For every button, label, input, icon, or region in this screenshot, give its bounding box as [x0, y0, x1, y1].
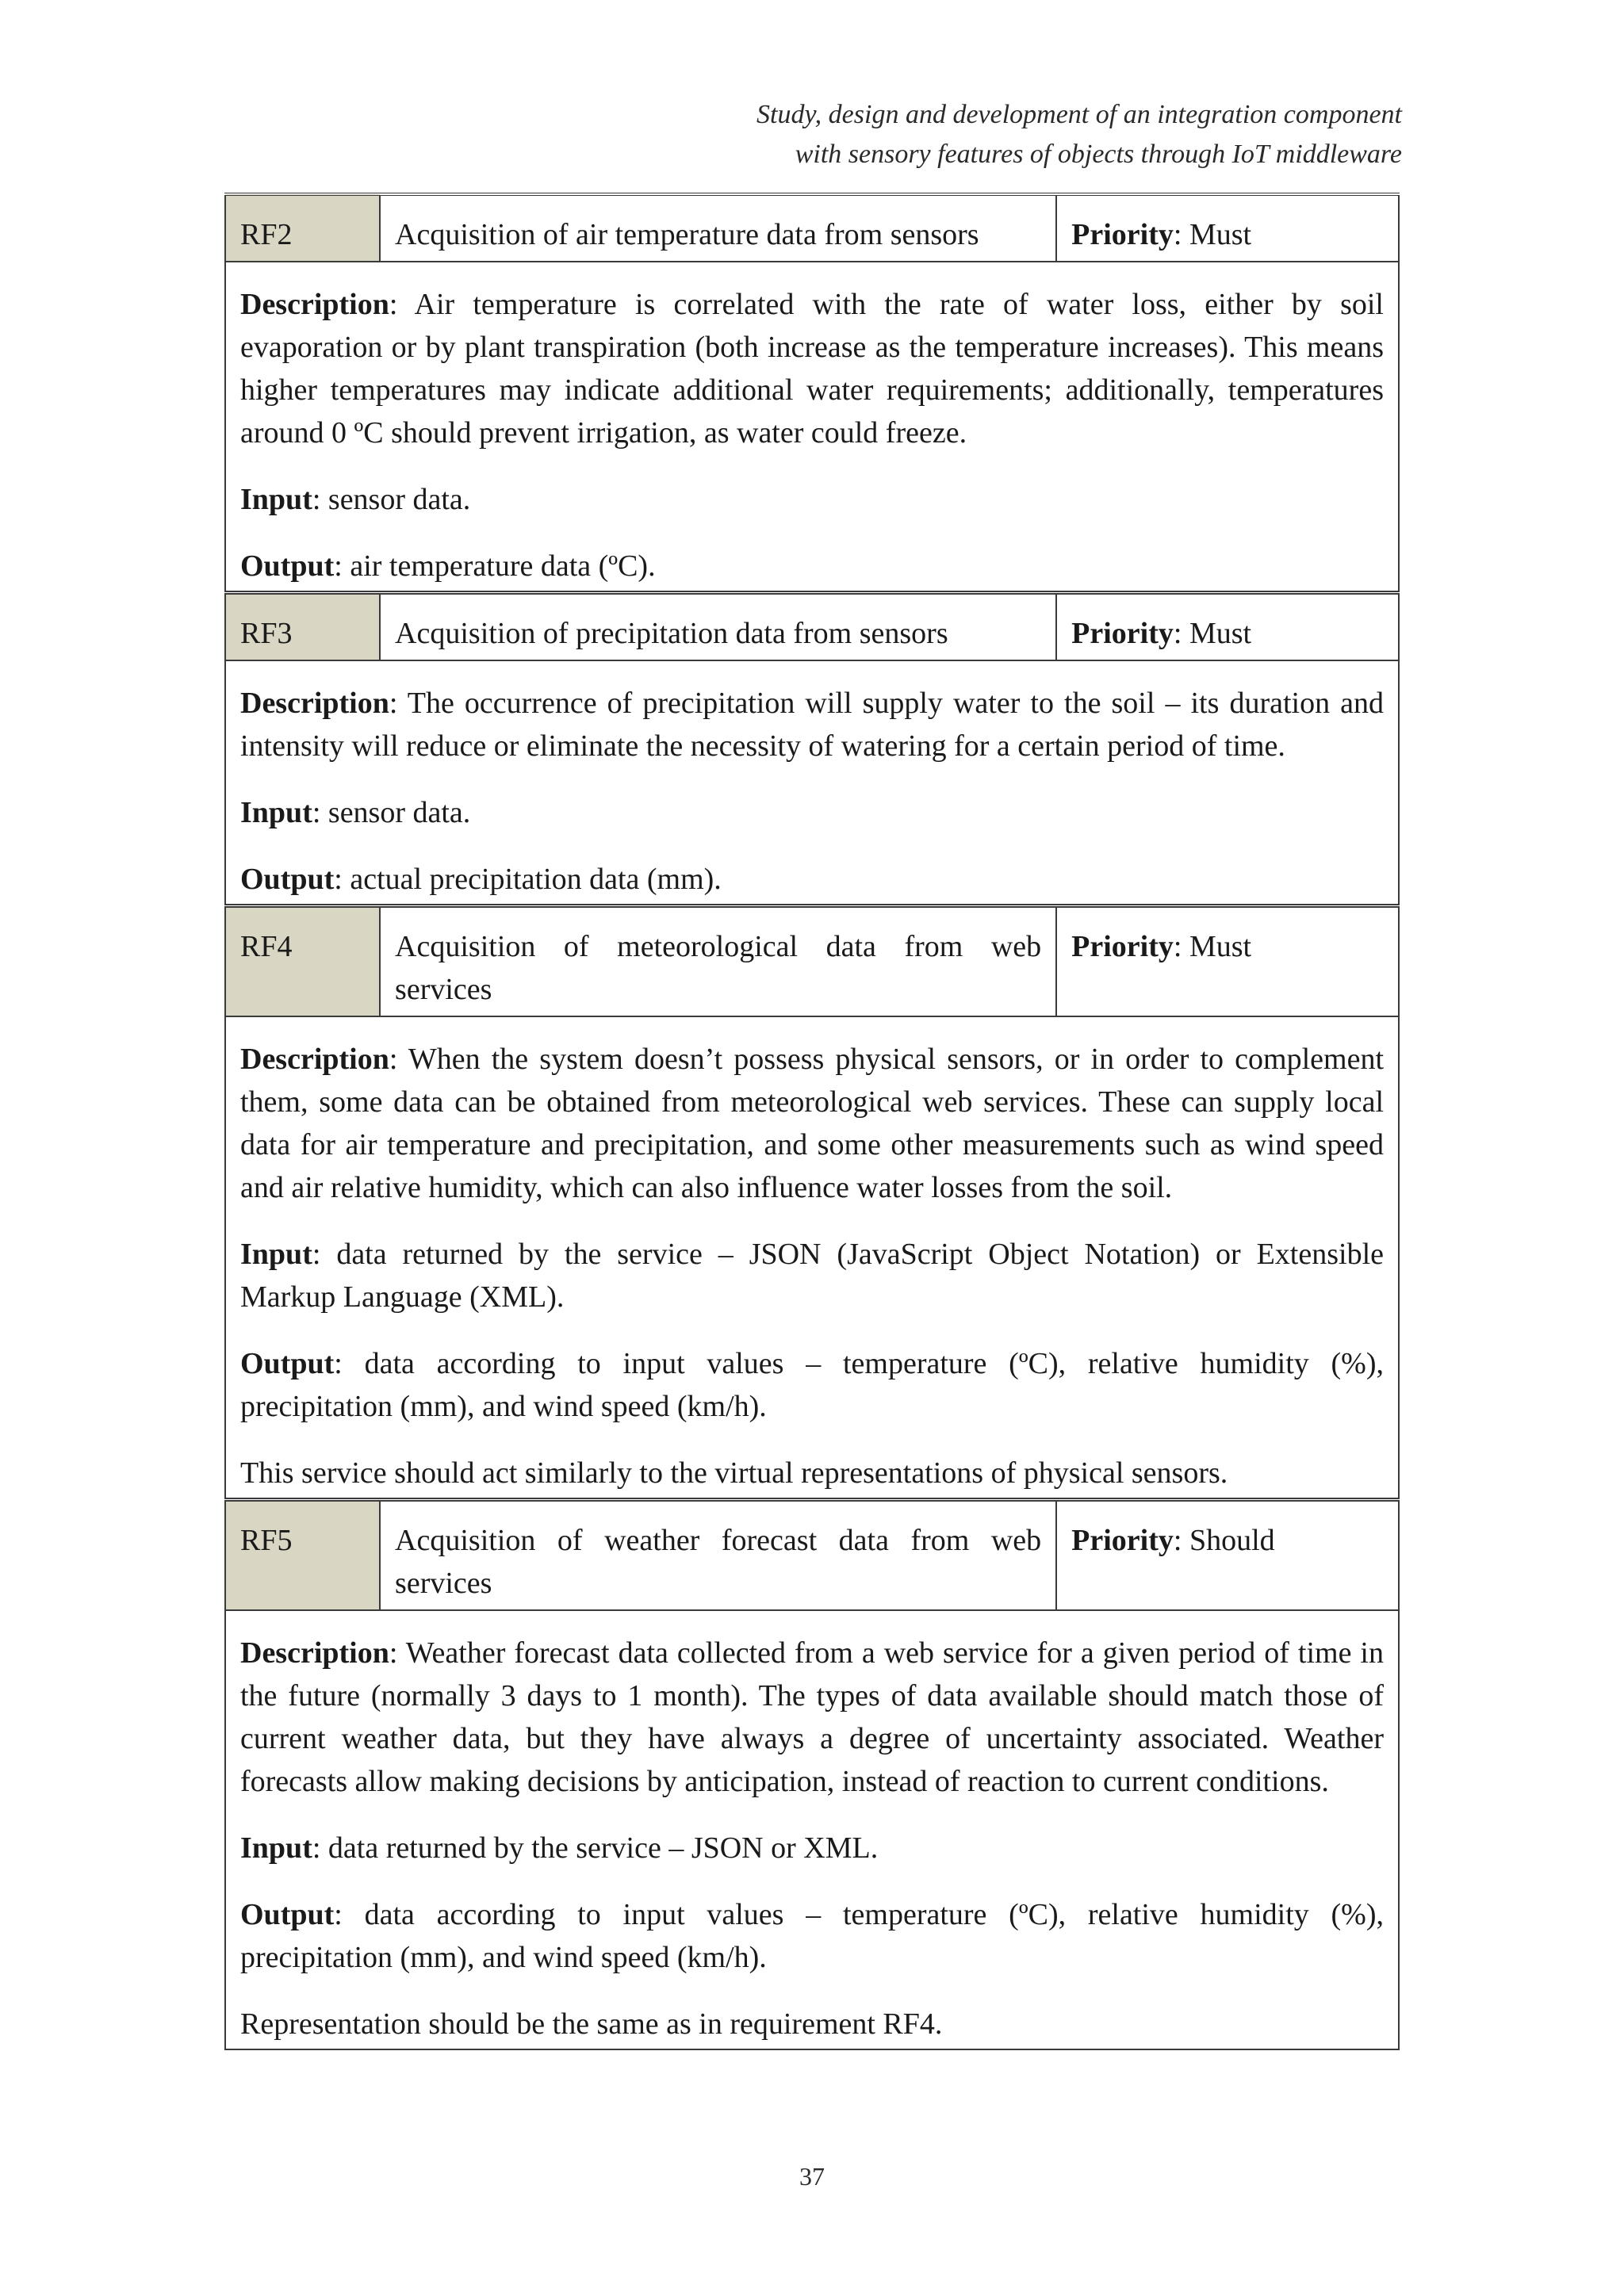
- requirement-body: [225, 1016, 1399, 1500]
- priority-value: : Must: [1173, 617, 1252, 650]
- input-text: : sensor data.: [312, 483, 471, 516]
- requirement-priority: [1056, 194, 1399, 262]
- header-line-1: Study, design and development of an integration component: [756, 100, 1402, 129]
- requirement-body-row: [225, 262, 1399, 593]
- requirement-id: RF3: [225, 593, 380, 661]
- requirement-body-row: [225, 1610, 1399, 2049]
- output-label: Output: [240, 863, 335, 896]
- output-label: Output: [240, 1898, 335, 1931]
- priority-label: Priority: [1071, 617, 1174, 650]
- header-line-2: with sensory features of objects through IoT middleware: [795, 140, 1402, 169]
- requirement-body: [225, 262, 1399, 593]
- requirement-priority: [1056, 1500, 1399, 1611]
- output-paragraph: [240, 1342, 1384, 1428]
- requirement-header-row: [225, 593, 1399, 661]
- requirement-id: RF2: [225, 194, 380, 262]
- page-header: [756, 95, 1402, 174]
- description-paragraph: [240, 283, 1384, 454]
- requirement-header-row: [225, 906, 1399, 1017]
- input-paragraph: [240, 1827, 1384, 1869]
- requirement-priority: [1056, 593, 1399, 661]
- requirement-id: RF5: [225, 1500, 380, 1611]
- description-paragraph: [240, 1632, 1384, 1803]
- priority-label: Priority: [1071, 930, 1174, 963]
- page-number: 37: [799, 2162, 825, 2191]
- input-paragraph: [240, 1233, 1384, 1318]
- output-label: Output: [240, 549, 335, 583]
- requirement-header-row: [225, 1500, 1399, 1611]
- output-text: : data according to input values – temperature (ºC), relative humidity (%), precipitation (mm), and wind speed (km/h).: [240, 1898, 1384, 1974]
- input-paragraph: [240, 478, 1384, 521]
- input-label: Input: [240, 483, 312, 516]
- input-text: : sensor data.: [312, 796, 471, 829]
- description-label: Description: [240, 687, 389, 720]
- output-text: : actual precipitation data (mm).: [334, 863, 722, 896]
- output-text: : air temperature data (ºC).: [334, 549, 656, 583]
- priority-value: : Must: [1173, 930, 1252, 963]
- description-text: : Weather forecast data collected from a web service for a given period of time in the future (normally 3 days to 1 month). The types of data available should match those of current weather data, but they have always a degree of uncertainty associated. Weather forecasts allow making decisions by anticipation, instead of reaction to current conditions.: [240, 1636, 1384, 1798]
- requirement-title: Acquisition of meteorological data from web services: [380, 906, 1056, 1017]
- requirement-id: RF4: [225, 906, 380, 1017]
- priority-label: Priority: [1071, 218, 1174, 251]
- description-label: Description: [240, 1043, 389, 1076]
- requirements-table: [224, 193, 1400, 2050]
- output-label: Output: [240, 1347, 335, 1380]
- output-paragraph: [240, 858, 1384, 901]
- description-label: Description: [240, 1636, 389, 1670]
- output-text: : data according to input values – temperature (ºC), relative humidity (%), precipitation (mm), and wind speed (km/h).: [240, 1347, 1384, 1423]
- input-label: Input: [240, 1831, 312, 1865]
- requirement-title: Acquisition of weather forecast data from web services: [380, 1500, 1056, 1611]
- priority-value: : Should: [1173, 1524, 1275, 1557]
- output-paragraph: [240, 545, 1384, 587]
- description-paragraph: [240, 682, 1384, 767]
- requirement-title: Acquisition of precipitation data from sensors: [380, 593, 1056, 661]
- note-paragraph: This service should act similarly to the virtual representations of physical sensors.: [240, 1456, 1228, 1490]
- input-paragraph: [240, 791, 1384, 834]
- description-text: : The occurrence of precipitation will supply water to the soil – its duration and intensity will reduce or eliminate the necessity of watering for a certain period of time.: [240, 687, 1384, 763]
- requirement-body: [225, 660, 1399, 906]
- input-label: Input: [240, 1238, 312, 1271]
- input-text: : data returned by the service – JSON (JavaScript Object Notation) or Extensible Markup Language (XML).: [240, 1238, 1384, 1314]
- note-paragraph: Representation should be the same as in requirement RF4.: [240, 2007, 943, 2041]
- priority-label: Priority: [1071, 1524, 1174, 1557]
- requirement-priority: [1056, 906, 1399, 1017]
- priority-value: : Must: [1173, 218, 1252, 251]
- requirement-header-row: [225, 194, 1399, 262]
- description-text: : When the system doesn’t possess physical sensors, or in order to complement them, some data can be obtained from meteorological web services. These can supply local data for air temperature and precipitation, and some other measurements such as wind speed and air relative humidity, which can also influence water losses from the soil.: [240, 1043, 1384, 1204]
- requirement-body: [225, 1610, 1399, 2049]
- description-text: : Air temperature is correlated with the rate of water loss, either by soil evaporation or by plant transpiration (both increase as the temperature increases). This means higher temperatures may indicate additional water requirements; additionally, temperatures around 0 ºC should prevent irrigation, as water could freeze.: [240, 288, 1384, 450]
- input-label: Input: [240, 796, 312, 829]
- description-label: Description: [240, 288, 389, 321]
- description-paragraph: [240, 1038, 1384, 1209]
- requirement-body-row: [225, 660, 1399, 906]
- output-paragraph: [240, 1893, 1384, 1979]
- requirement-body-row: [225, 1016, 1399, 1500]
- requirement-title: Acquisition of air temperature data from sensors: [380, 194, 1056, 262]
- input-text: : data returned by the service – JSON or XML.: [312, 1831, 879, 1865]
